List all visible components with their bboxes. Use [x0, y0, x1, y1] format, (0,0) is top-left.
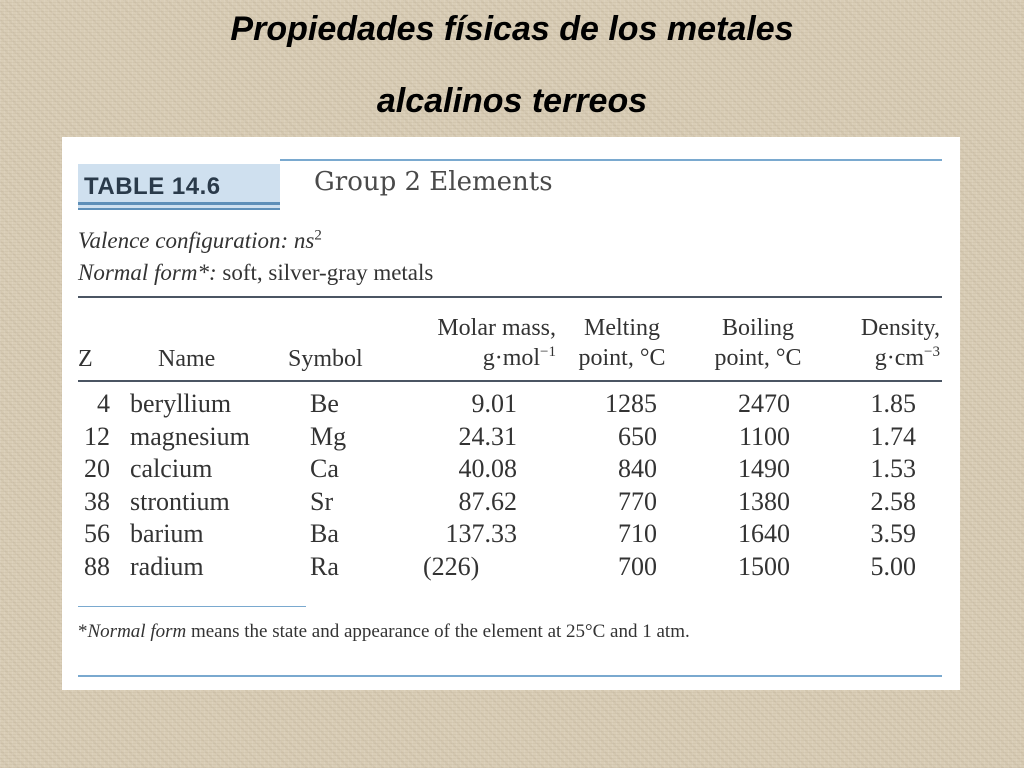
molar-mass-superscript: −1 — [540, 344, 556, 360]
cell-boiling-point: 1640 — [738, 519, 790, 549]
cell-density: 5.00 — [870, 552, 916, 581]
table-heading: Group 2 Elements — [314, 167, 553, 197]
density-unit: g·cm — [874, 345, 925, 371]
cell-molar-mass: 40.08 — [458, 454, 517, 484]
melting-line2: point, °C — [578, 345, 666, 371]
valence-value: ns — [293, 228, 315, 253]
valence-superscript: 2 — [314, 227, 322, 244]
cell-density: 2.58 — [870, 486, 916, 516]
column-header-name: Name — [158, 346, 216, 372]
cell-molar-mass: 9.01 — [471, 389, 517, 418]
header-bottom-rule — [78, 380, 942, 382]
table-panel — [62, 137, 960, 690]
slide-title-line-1: Propiedades físicas de los metales — [230, 10, 794, 48]
cell-z: 38 — [84, 486, 110, 516]
cell-boiling-point: 1500 — [738, 552, 790, 581]
cell-name: barium — [130, 519, 204, 549]
slide-title-line-2: alcalinos terreos — [376, 82, 648, 120]
cell-symbol: Ba — [310, 519, 339, 549]
column-header-z: Z — [78, 346, 93, 372]
valence-label: Valence configuration: — [78, 228, 289, 253]
cell-density: 1.53 — [870, 454, 916, 484]
footnote-text: means the state and appearance of the element at 25°C and 1 atm. — [186, 621, 690, 642]
cell-boiling-point: 1100 — [738, 421, 790, 451]
molar-mass-unit: g·mol — [482, 345, 541, 371]
cell-symbol: Ca — [310, 454, 339, 484]
footnote — [78, 621, 690, 643]
cell-name: beryllium — [130, 389, 232, 418]
cell-melting-point: 840 — [618, 454, 657, 484]
cell-melting-point: 1285 — [605, 389, 657, 418]
column-header-molar-mass — [396, 313, 556, 373]
cell-symbol: Mg — [310, 421, 347, 451]
cell-z: 4 — [97, 389, 110, 418]
table-label-underline — [78, 202, 280, 205]
cell-name: magnesium — [130, 421, 250, 451]
boiling-line2: point, °C — [714, 345, 802, 371]
cell-z: 88 — [84, 552, 110, 581]
density-line2 — [830, 343, 940, 373]
cell-molar-mass: 24.31 — [458, 421, 517, 451]
cell-density: 1.74 — [870, 421, 916, 451]
column-header-melting-point — [562, 313, 682, 373]
valence-configuration — [78, 226, 322, 256]
cell-symbol: Ra — [310, 552, 339, 581]
cell-melting-point: 700 — [618, 552, 657, 581]
cell-symbol: Sr — [310, 486, 334, 516]
header-top-rule — [78, 296, 942, 298]
table-label-underline-2 — [78, 208, 280, 210]
melting-line1: Melting — [584, 315, 660, 341]
top-rule — [280, 159, 942, 161]
cell-name: radium — [130, 552, 204, 581]
column-header-density — [830, 313, 940, 373]
boiling-line1: Boiling — [721, 315, 794, 341]
cell-z: 12 — [84, 421, 110, 451]
cell-z: 20 — [84, 454, 110, 484]
normal-form-description — [78, 258, 433, 288]
cell-z: 56 — [84, 519, 110, 549]
footnote-term: Normal form — [87, 621, 187, 642]
cell-density: 3.59 — [870, 519, 916, 549]
normal-form-label: Normal form*: — [78, 260, 217, 285]
molar-mass-line2 — [396, 343, 556, 373]
cell-melting-point: 710 — [618, 519, 657, 549]
density-superscript: −3 — [924, 344, 940, 360]
cell-boiling-point: 2470 — [738, 389, 790, 418]
cell-melting-point: 770 — [618, 486, 657, 516]
cell-name: strontium — [130, 486, 230, 516]
column-header-boiling-point — [698, 313, 818, 373]
table-number-label: TABLE 14.6 — [78, 164, 280, 210]
cell-density: 1.85 — [870, 389, 916, 418]
cell-boiling-point: 1380 — [738, 486, 790, 516]
cell-melting-point: 650 — [618, 421, 657, 451]
cell-symbol: Be — [310, 389, 339, 418]
footnote-marker: * — [78, 621, 88, 642]
molar-mass-line1: Molar mass, — [437, 315, 556, 341]
cell-boiling-point: 1490 — [738, 454, 790, 484]
cell-molar-mass: 87.62 — [458, 486, 517, 516]
normal-form-value: soft, silver-gray metals — [222, 260, 434, 285]
footnote-rule — [78, 606, 306, 607]
density-line1: Density, — [860, 315, 940, 341]
bottom-rule — [78, 675, 942, 677]
cell-name: calcium — [130, 454, 213, 484]
column-header-symbol: Symbol — [288, 346, 363, 372]
cell-molar-mass: 137.33 — [445, 519, 517, 549]
cell-molar-mass: (226) — [423, 552, 480, 581]
